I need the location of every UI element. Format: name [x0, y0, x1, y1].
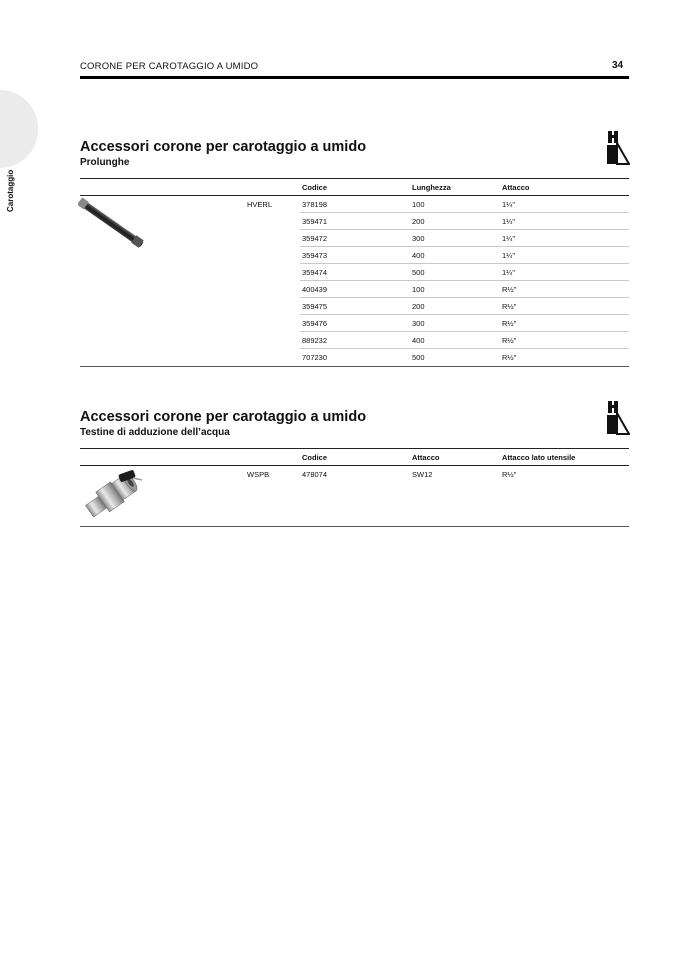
table-1-row-6-lunghezza: 100 [412, 285, 425, 294]
table-2-row-1-attacco-lato-utensile: R½" [502, 470, 517, 479]
table-1-header-rule [80, 195, 629, 196]
table-1-row-6-codice: 400439 [302, 285, 328, 294]
table-1-row-divider [300, 348, 629, 349]
table-1-row-3-codice: 359472 [302, 234, 328, 243]
table-1-header-lunghezza: Lunghezza [412, 183, 451, 192]
table-2-header-rule [80, 465, 629, 466]
table-2-row-1-codice: 478074 [302, 470, 328, 479]
table-1-row-9-lunghezza: 400 [412, 336, 425, 345]
page-number: 34 [612, 60, 624, 71]
table-1-row-8-attacco: R½" [502, 319, 517, 328]
table-1-header-codice: Codice [302, 183, 328, 192]
table-1-header-attacco: Attacco [502, 183, 530, 192]
table-1-row-divider [300, 280, 629, 281]
table-1-row-10-attacco: R½" [502, 353, 517, 362]
table-1-row-divider [300, 246, 629, 247]
table-1-row-7-lunghezza: 200 [412, 302, 425, 311]
section-2-title: Accessori corone per carotaggio a umido [80, 409, 367, 425]
table-1-row-5-codice: 359474 [302, 268, 328, 277]
table-2-header-codice: Codice [302, 453, 328, 462]
table-1-row-divider [300, 314, 629, 315]
table-1-row-2-codice: 359471 [302, 217, 328, 226]
table-1-row-4-codice: 359473 [302, 251, 328, 260]
table-1-row-divider [300, 229, 629, 230]
table-1-bottom-rule [80, 366, 629, 367]
side-tab-label: Carotaggio [6, 169, 15, 212]
table-1-row-1-lunghezza: 100 [412, 200, 425, 209]
table-2-row-1-attacco: SW12 [412, 470, 433, 479]
core-drill-rig-icon [606, 131, 630, 165]
header-title: CORONE PER CAROTAGGIO A UMIDO [80, 61, 259, 72]
section-1-subtitle: Prolunghe [80, 157, 130, 168]
table-1-row-7-codice: 359475 [302, 302, 328, 311]
table-1-row-5-lunghezza: 500 [412, 268, 425, 277]
table-1-row-8-lunghezza: 300 [412, 319, 425, 328]
table-1-row-1-attacco: 1¼" [502, 200, 516, 209]
table-1-row-1-codice: 378198 [302, 200, 328, 209]
table-2-top-rule [80, 448, 629, 449]
table-1-row-10-lunghezza: 500 [412, 353, 425, 362]
table-1-row-10-codice: 707230 [302, 353, 328, 362]
core-drill-rig-icon [606, 401, 630, 435]
table-1-row-2-lunghezza: 200 [412, 217, 425, 226]
table-2-header-attacco: Attacco [412, 453, 440, 462]
table-1-row-4-attacco: 1¼" [502, 251, 516, 260]
header-rule [80, 76, 629, 79]
table-1-row-divider [300, 263, 629, 264]
section-1-title: Accessori corone per carotaggio a umido [80, 139, 367, 155]
table-1-row-3-attacco: 1¼" [502, 234, 516, 243]
table-1-row-7-attacco: R½" [502, 302, 517, 311]
table-1-row-3-lunghezza: 300 [412, 234, 425, 243]
extension-rod-image [78, 196, 148, 254]
table-1-row-9-attacco: R½" [502, 336, 517, 345]
table-2-header-attacco-lato-utensile: Attacco lato utensile [502, 453, 576, 462]
table-1-row-5-attacco: 1¼" [502, 268, 516, 277]
table-1-row-9-codice: 889232 [302, 336, 328, 345]
table-2-bottom-rule [80, 526, 629, 527]
table-1-row-8-codice: 359476 [302, 319, 328, 328]
table-1-row-4-lunghezza: 400 [412, 251, 425, 260]
water-swivel-image [79, 466, 147, 526]
table-2-model: WSPB [247, 470, 270, 479]
side-tab[interactable] [0, 90, 38, 212]
table-1-row-divider [300, 331, 629, 332]
section-2-subtitle: Testine di adduzione dell’acqua [80, 427, 230, 438]
table-1-model: HVERL [247, 200, 273, 209]
table-1-row-divider [300, 212, 629, 213]
table-1-top-rule [80, 178, 629, 179]
table-1-row-divider [300, 297, 629, 298]
table-1-row-2-attacco: 1¼" [502, 217, 516, 226]
table-1-row-6-attacco: R½" [502, 285, 517, 294]
